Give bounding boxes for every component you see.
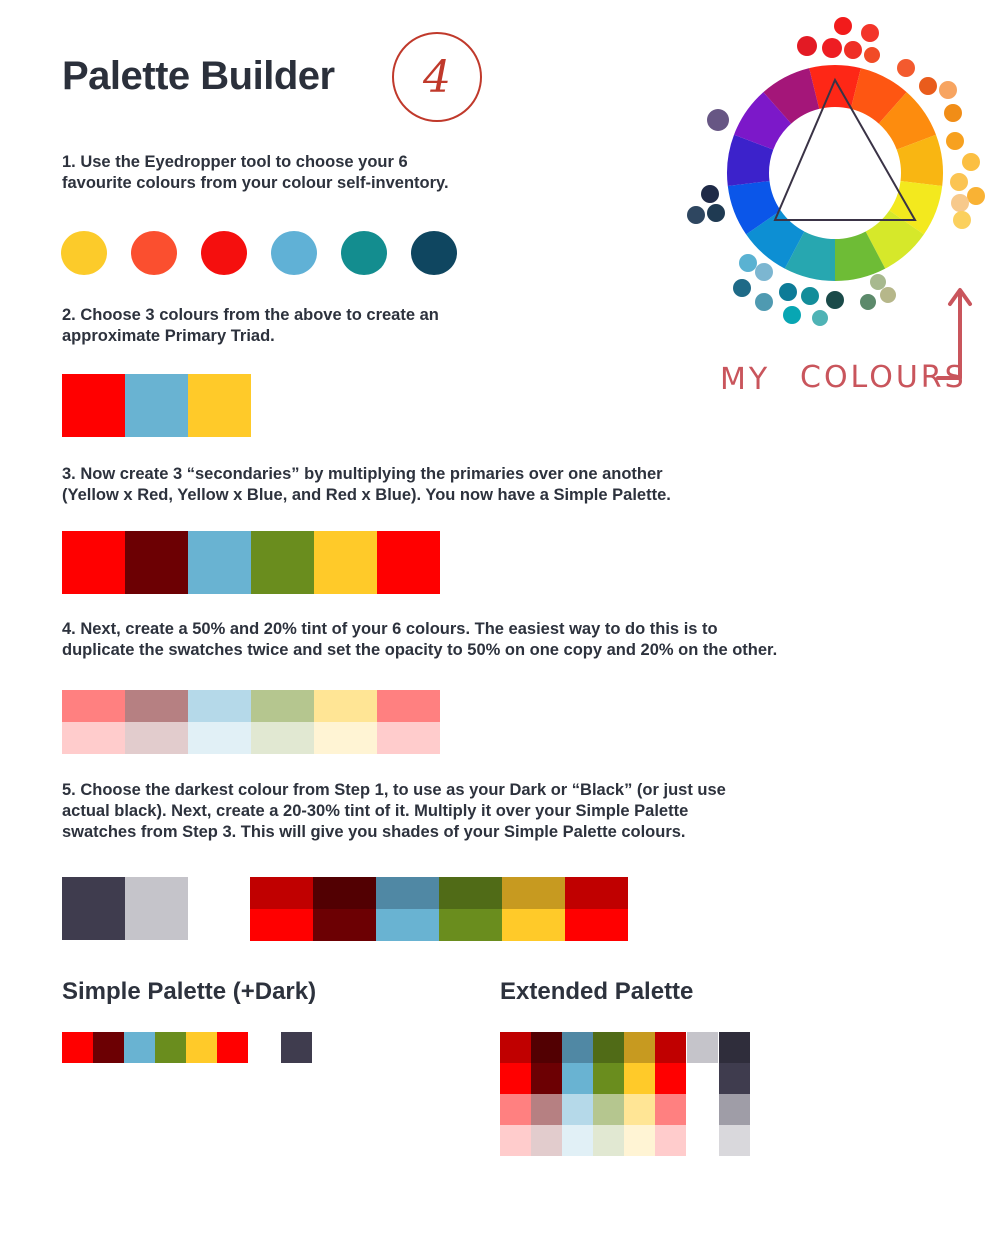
tint-20-swatch-6 [377, 722, 440, 754]
simple-swatch-5 [314, 531, 377, 594]
extended-swatch-c4-r1 [593, 1032, 624, 1063]
tint-20-swatch-1 [62, 722, 125, 754]
extended-swatch-c3-r1 [562, 1032, 593, 1063]
tint-20-swatch-5 [314, 722, 377, 754]
tint-50-swatch-1 [62, 690, 125, 722]
step-1-text: 1. Use the Eyedropper tool to choose your 6 favourite colours from your colour self-inventory. [62, 153, 449, 192]
extended-swatch-c5-r2 [624, 1063, 655, 1094]
favourite-colours-row [61, 231, 457, 275]
extended-swatch-c5-r4 [624, 1125, 655, 1156]
favourite-colour-dot-5 [341, 231, 387, 275]
tint-50-row [62, 690, 440, 722]
primary-swatch-3 [188, 374, 251, 437]
shade-base-swatch-1 [250, 909, 313, 941]
extended-palette-heading: Extended Palette [500, 978, 694, 1005]
favourite-colour-dot-4 [271, 231, 317, 275]
extended-swatch-c1-r4 [500, 1125, 531, 1156]
extended-swatch-c1-r1 [500, 1032, 531, 1063]
tint-50-swatch-6 [377, 690, 440, 722]
shades-row [250, 877, 628, 909]
shade-base-swatch-6 [565, 909, 628, 941]
step-2-text: 2. Choose 3 colours from the above to create an approximate Primary Triad. [62, 306, 439, 345]
extended-swatch-c5-r3 [624, 1094, 655, 1125]
shades-base-row [250, 909, 628, 941]
favourite-colour-dot-3 [201, 231, 247, 275]
shade-swatch-3 [376, 877, 439, 909]
favourite-colour-dot-6 [411, 231, 457, 275]
tint-50-swatch-2 [125, 690, 188, 722]
page-title: Palette Builder [62, 54, 335, 98]
dark-swatches-row [62, 877, 188, 940]
tint-50-swatch-4 [251, 690, 314, 722]
extended-swatch-c5-r1 [624, 1032, 655, 1063]
tint-20-swatch-4 [251, 722, 314, 754]
simple-palette-small [62, 1032, 248, 1063]
tint-50-swatch-5 [314, 690, 377, 722]
simple-swatch-4 [251, 531, 314, 594]
shade-base-swatch-3 [376, 909, 439, 941]
simple-swatch-3 [188, 531, 251, 594]
extended-swatch-c3-r4 [562, 1125, 593, 1156]
shade-base-swatch-5 [502, 909, 565, 941]
simple-small-swatch-4 [155, 1032, 186, 1063]
extended-swatch-c2-r1 [531, 1032, 562, 1063]
extended-swatch-c1-r3 [500, 1094, 531, 1125]
extended-swatch-c6-r3 [655, 1094, 686, 1125]
extended-swatch-c3-r3 [562, 1094, 593, 1125]
extended-swatch-c6-r4 [655, 1125, 686, 1156]
simple-palette-row [62, 531, 440, 594]
simple-swatch-6 [377, 531, 440, 594]
extended-swatch-c2-r2 [531, 1063, 562, 1094]
favourite-colour-dot-2 [131, 231, 177, 275]
tint-20-row [62, 722, 440, 754]
extended-swatch-c2-r4 [531, 1125, 562, 1156]
tint-20-swatch-3 [188, 722, 251, 754]
dark-swatch-1 [62, 877, 125, 940]
extended-dark-swatch-4 [719, 1125, 750, 1156]
extended-swatch-c6-r1 [655, 1032, 686, 1063]
colour-wheel-illustration [680, 10, 990, 410]
shade-base-swatch-4 [439, 909, 502, 941]
shade-base-swatch-2 [313, 909, 376, 941]
step-3-text: 3. Now create 3 “secondaries” by multiplying the primaries over one another (Yellow x Red, Yellow x Blue, and Red x Blue). You now have a Simple Palette. [62, 465, 671, 504]
shade-swatch-1 [250, 877, 313, 909]
extended-dark-swatch-3 [719, 1094, 750, 1125]
simple-small-swatch-6 [217, 1032, 248, 1063]
step-number-badge: 4 [392, 32, 482, 122]
simple-palette-dark-swatch [281, 1032, 312, 1063]
shade-swatch-5 [502, 877, 565, 909]
step-4-text: 4. Next, create a 50% and 20% tint of your 6 colours. The easiest way to do this is to duplicate the swatches twice and set the opacity to 50% on one copy and 20% on the other. [62, 620, 778, 659]
simple-swatch-1 [62, 531, 125, 594]
colour-wheel [727, 65, 943, 281]
step-5-text: 5. Choose the darkest colour from Step 1, to use as your Dark or “Black” (or just use actual black). Next, create a 20-30% tint of it. Multiply it over your Simple Palette swatches from Step 3. This will give you shades of your Simple Palette colours. [62, 781, 726, 841]
simple-small-swatch-1 [62, 1032, 93, 1063]
extended-swatch-c6-r2 [655, 1063, 686, 1094]
extended-swatch-c4-r3 [593, 1094, 624, 1125]
primary-swatch-2 [125, 374, 188, 437]
shade-swatch-2 [313, 877, 376, 909]
dark-swatch-2 [125, 877, 188, 940]
my-colours-label-right: COLOURS [800, 360, 967, 395]
extended-swatch-c1-r2 [500, 1063, 531, 1094]
simple-palette-heading: Simple Palette (+Dark) [62, 978, 317, 1005]
extended-swatch-c4-r2 [593, 1063, 624, 1094]
primary-swatch-1 [62, 374, 125, 437]
primary-triad-row [62, 374, 251, 437]
simple-small-swatch-5 [186, 1032, 217, 1063]
extended-palette-grid [500, 1032, 760, 1162]
simple-small-swatch-2 [93, 1032, 124, 1063]
simple-swatch-2 [125, 531, 188, 594]
tint-50-swatch-3 [188, 690, 251, 722]
extended-swatch-c4-r4 [593, 1125, 624, 1156]
my-colours-label-left: MY [720, 362, 771, 397]
extended-dark-swatch-1 [719, 1032, 750, 1063]
simple-small-swatch-3 [124, 1032, 155, 1063]
shade-swatch-4 [439, 877, 502, 909]
extended-light-swatch [687, 1032, 718, 1063]
favourite-colour-dot-1 [61, 231, 107, 275]
tint-20-swatch-2 [125, 722, 188, 754]
extended-dark-swatch-2 [719, 1063, 750, 1094]
extended-swatch-c3-r2 [562, 1063, 593, 1094]
shade-swatch-6 [565, 877, 628, 909]
extended-swatch-c2-r3 [531, 1094, 562, 1125]
